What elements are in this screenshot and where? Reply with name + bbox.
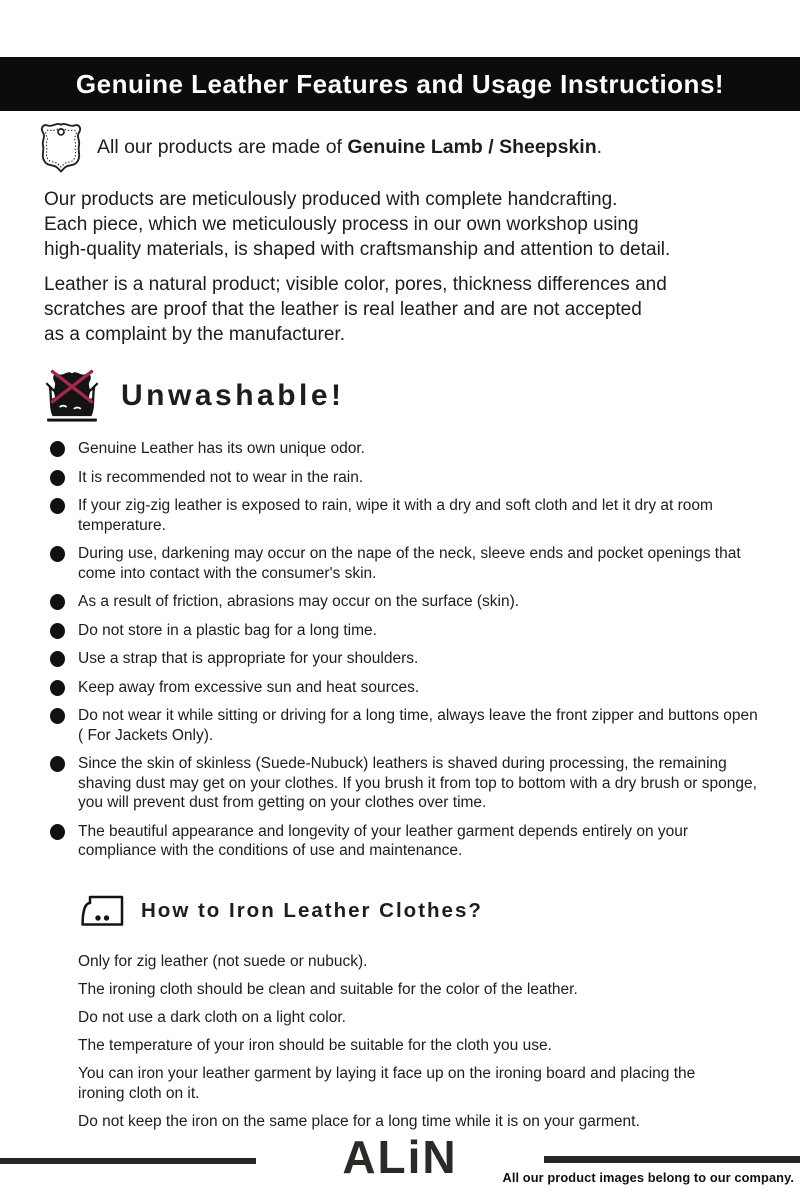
care-bullet-list <box>50 439 760 861</box>
care-bullet <box>50 544 760 583</box>
bullet-dot-icon <box>50 651 65 667</box>
bullet-dot-icon <box>50 708 65 724</box>
bullet-dot-icon <box>50 594 65 610</box>
care-bullet-text: The beautiful appearance and longevity of your leather garment depends entirely on your compliance with the conditions of use and maintenance. <box>78 822 689 859</box>
paragraph-line: scratches are proof that the leather is real leather and are not accepted <box>44 299 642 320</box>
care-bullet-text: It is recommended not to wear in the rain. <box>78 468 364 486</box>
ironing-instruction: You can iron your leather garment by laying it face up on the ironing board and placing the ironing cloth on it. <box>78 1064 696 1102</box>
ironing-section-header <box>80 893 760 930</box>
care-bullet-text: As a result of friction, abrasions may occur on the surface (skin). <box>78 593 520 610</box>
care-bullet <box>50 468 760 488</box>
paragraph-line: Each piece, which we meticulously process in our own workshop using <box>44 214 639 235</box>
care-bullet <box>50 439 760 459</box>
unwashable-section-header <box>40 368 760 423</box>
bullet-dot-icon <box>50 680 65 696</box>
care-bullet <box>50 592 760 612</box>
care-bullet-text: During use, darkening may occur on the nape of the neck, sleeve ends and pocket openings that come into contact with the consumer's skin. <box>78 545 741 582</box>
bullet-dot-icon <box>50 756 65 772</box>
page-title: Genuine Leather Features and Usage Instructions! <box>75 68 725 99</box>
paragraph-line: Our products are meticulously produced with complete handcrafting. <box>44 189 618 210</box>
footer-disclaimer: All our product images belong to our company. <box>502 1170 794 1185</box>
bullet-dot-icon <box>50 498 65 514</box>
care-bullet <box>50 496 760 535</box>
ironing-instruction: Only for zig leather (not suede or nubuck). <box>78 952 368 970</box>
care-bullet <box>50 621 760 641</box>
bullet-dot-icon <box>50 470 65 486</box>
paragraph-line: Leather is a natural product; visible color, pores, thickness differences and <box>44 274 667 295</box>
intro-text <box>97 136 602 159</box>
iron-two-dots-icon <box>80 893 126 930</box>
care-bullet <box>50 649 760 669</box>
bullet-dot-icon <box>50 824 65 840</box>
care-bullet-text: Genuine Leather has its own unique odor. <box>78 440 365 457</box>
paragraph-natural-product <box>44 272 756 347</box>
ironing-instruction: The temperature of your iron should be suitable for the cloth you use. <box>78 1036 552 1054</box>
unwashable-heading: Unwashable! <box>121 378 345 412</box>
bullet-dot-icon <box>50 623 65 639</box>
footer-divider-right <box>544 1156 800 1163</box>
ironing-instruction: Do not use a dark cloth on a light color. <box>78 1008 346 1026</box>
bullet-dot-icon <box>50 546 65 562</box>
paragraph-line: high-quality materials, is shaped with craftsmanship and attention to detail. <box>44 239 671 260</box>
care-bullet-text: Use a strap that is appropriate for your shoulders. <box>78 650 419 667</box>
care-bullet <box>50 754 760 813</box>
care-bullet-text: If your zig-zig leather is exposed to rain, wipe it with a dry and soft cloth and let it dry at room temperature. <box>78 497 713 534</box>
care-bullet-text: Do not wear it while sitting or driving for a long time, always leave the front zipper and buttons open ( For Jackets Only). <box>78 707 758 744</box>
care-bullet <box>50 706 760 745</box>
intro-row <box>38 120 770 174</box>
ironing-instruction-list <box>78 952 740 1132</box>
intro-suffix: . <box>596 135 603 158</box>
leather-hide-icon <box>38 120 84 174</box>
ironing-instruction: Do not keep the iron on the same place for a long time while it is on your garment. <box>78 1112 640 1130</box>
care-bullet-text: Keep away from excessive sun and heat sources. <box>78 678 420 696</box>
bullet-dot-icon <box>50 441 65 457</box>
brand-logo: ALiN <box>342 1131 458 1183</box>
paragraph-line: as a complaint by the manufacturer. <box>44 324 345 345</box>
no-wash-leather-icon <box>40 368 104 423</box>
intro-material: Genuine Lamb / Sheepskin <box>347 135 597 158</box>
ironing-instruction: The ironing cloth should be clean and suitable for the color of the leather. <box>78 980 578 998</box>
care-bullet <box>50 678 760 698</box>
ironing-heading: How to Iron Leather Clothes? <box>141 899 483 922</box>
care-bullet <box>50 822 760 861</box>
intro-prefix: All our products are made of <box>97 135 348 158</box>
header-bar <box>0 57 800 111</box>
paragraph-handcrafting <box>44 187 756 262</box>
care-bullet-text: Do not store in a plastic bag for a long time. <box>78 621 377 639</box>
care-bullet-text: Since the skin of skinless (Suede-Nubuck) leathers is shaved during processing, the remaining shaving dust may get on your clothes. If you brush it from top to bottom with a dry brush or sponge, you will prevent dust from getting on your clothes over time. <box>78 755 757 811</box>
